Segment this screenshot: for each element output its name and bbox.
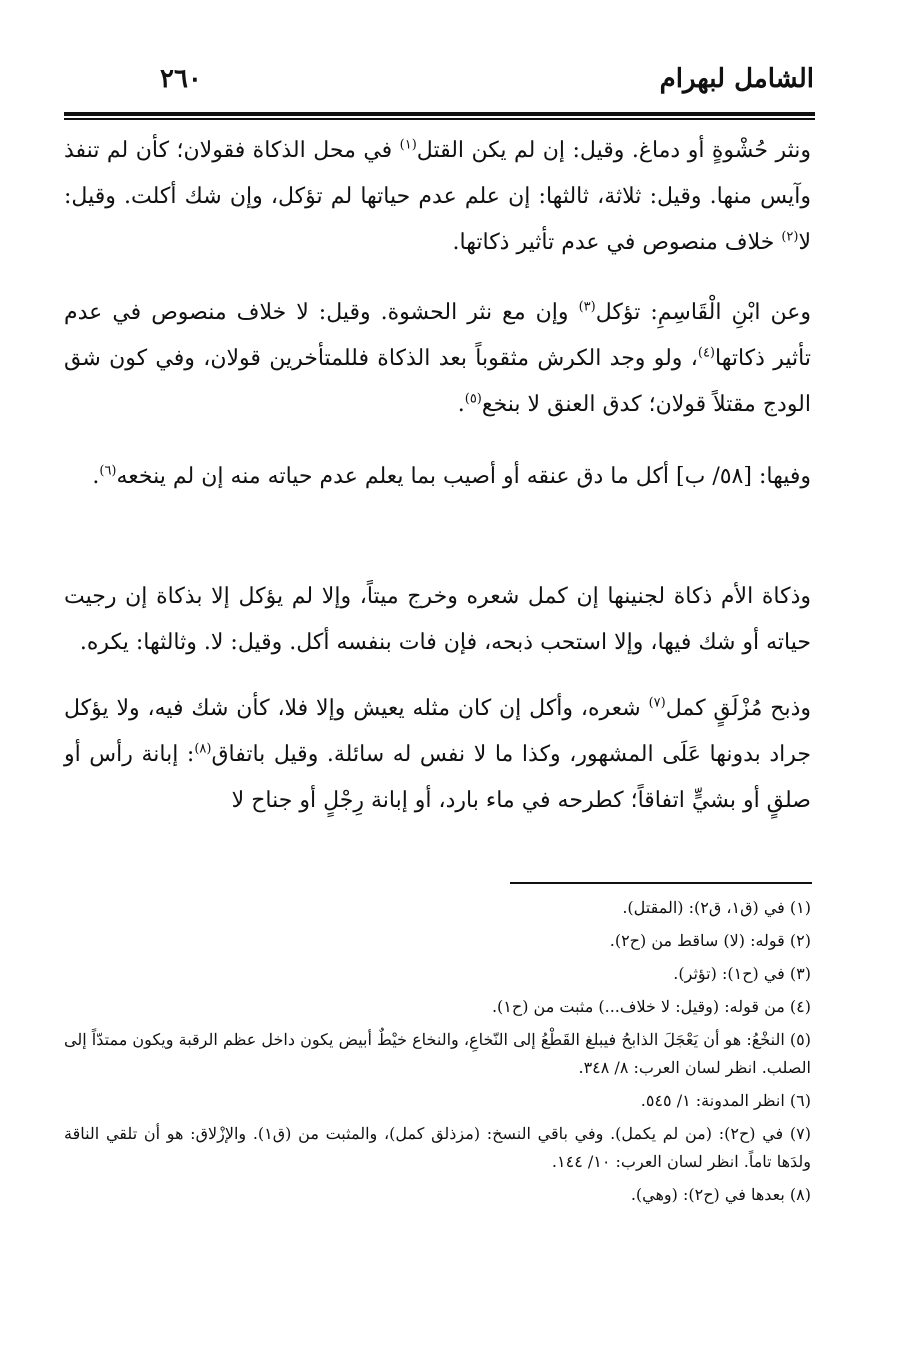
header-rule-thin (64, 118, 815, 120)
paragraph-text: . (457, 392, 465, 417)
paragraph-text: وإن مع نثر الحشوة. وقيل: لا خلاف منصوص في عدم تأثير ذكاتها (64, 300, 811, 371)
paragraph-text: خلاف منصوص في عدم تأثير ذكاتها. (452, 230, 782, 255)
paragraph-text: : إبانة رأس أو صلقٍ أو بشيٍّ اتفاقاً؛ كطرحه في ماء بارد، أو إبانة رِجْلٍ أو جناح لا (64, 742, 811, 813)
footnote-4: (٤) من قوله: (وقيل: لا خلاف...) مثبت من (ح١). (491, 997, 811, 1016)
paragraph-4 (64, 574, 811, 666)
footnote-ref-5: (٥) (464, 391, 482, 407)
footnote-ref-7: (٧) (648, 695, 666, 711)
footnote-ref-2: (٢) (781, 229, 799, 245)
footnotes (64, 894, 811, 1214)
header-rule-thick (64, 112, 815, 116)
footnote-7: (٧) في (ح٢): (من لم يكمل). وفي باقي النسخ: (مزذلق كمل)، والمثبت من (ق١). والإزْلاق: هو أن تلقي الناقة ولدَها تاماً. انظر لسان العرب: ١٠/ ١٤٤. (64, 1124, 812, 1171)
footnote-6: (٦) انظر المدونة: ١/ ٥٤٥. (640, 1091, 811, 1110)
paragraph-text: وعن ابْنِ الْقَاسِمِ: تؤكل (595, 300, 812, 325)
paragraph-text: وذكاة الأم ذكاة لجنينها إن كمل شعره وخرج ميتاً، وإلا لم يؤكل إلا بذكاة إن رجيت حياته أو شك فيها، وإلا استحب ذبحه، فإن فات بنفسه أكل. وقيل: لا. وثالثها: يكره. (64, 584, 811, 655)
paragraph-3 (64, 454, 811, 500)
paragraph-text: ونثر حُشْوةٍ أو دماغ. وقيل: إن لم يكن القتل (416, 138, 811, 163)
paragraph-text: وذبح مُزْلَقٍ كمل (665, 696, 811, 721)
paragraph-text: وفيها: [٥٨/ ب] أكل ما دق عنقه أو أصيب بما يعلم عدم حياته منه إن لم ينخعه (116, 464, 811, 489)
footnote-5: (٥) النخْعُ: هو أن يَعْجَلَ الذابحُ فيبلغ القَطْعُ إلى النّخاعِ، والنخاع خيْطٌ أبيض يكون داخل عظم الرقبة ويكون ممتدّاً إلى الصلب. انظر لسان العرب: ٨/ ٣٤٨. (64, 1030, 811, 1077)
page-header (64, 62, 814, 102)
paragraph-text: شعره، وأكل إن كان مثله يعيش وإلا فلا، كأن شك فيه، ولا يؤكل جراد بدونها عَلَى المشهور، وكذا ما لا نفس له سائلة. وقيل باتفاق (64, 696, 811, 767)
paragraph-2 (64, 290, 811, 428)
paragraph-text: . (92, 464, 100, 489)
footnote-8: (٨) بعدها في (ح٢): (وهي). (630, 1185, 811, 1204)
paragraph-text: في محل الذكاة فقولان؛ كأن لم تنفذ وآيس منها. وقيل: ثلاثة، ثالثها: إن علم عدم حياتها لم تؤكل، وإن شك أكلت. وقيل: لا (64, 138, 811, 255)
footnote-1: (١) في (ق١، ق٢): (المقتل). (622, 898, 811, 917)
footnote-ref-6: (٦) (99, 463, 117, 479)
footnote-ref-1: (١) (399, 137, 417, 153)
paragraph-1 (64, 128, 811, 266)
footnote-ref-8: (٨) (194, 741, 212, 757)
footnote-separator (510, 882, 812, 884)
footnote-ref-3: (٣) (578, 299, 596, 315)
page-number: ٢٦٠ (160, 64, 202, 94)
footnote-2: (٢) قوله: (لا) ساقط من (ح٢). (609, 931, 811, 950)
footnote-3: (٣) في (ح١): (تؤثر). (673, 964, 811, 983)
paragraph-text: ، ولو وجد الكرش مثقوباً بعد الذكاة فللمتأخرين قولان، وفي كون شق الودج مقتلاً قولان؛ كدق العنق لا بنخع (64, 346, 811, 417)
running-title: الشامل لبهرام (659, 64, 814, 94)
paragraph-5 (64, 686, 811, 824)
footnote-ref-4: (٤) (697, 345, 715, 361)
